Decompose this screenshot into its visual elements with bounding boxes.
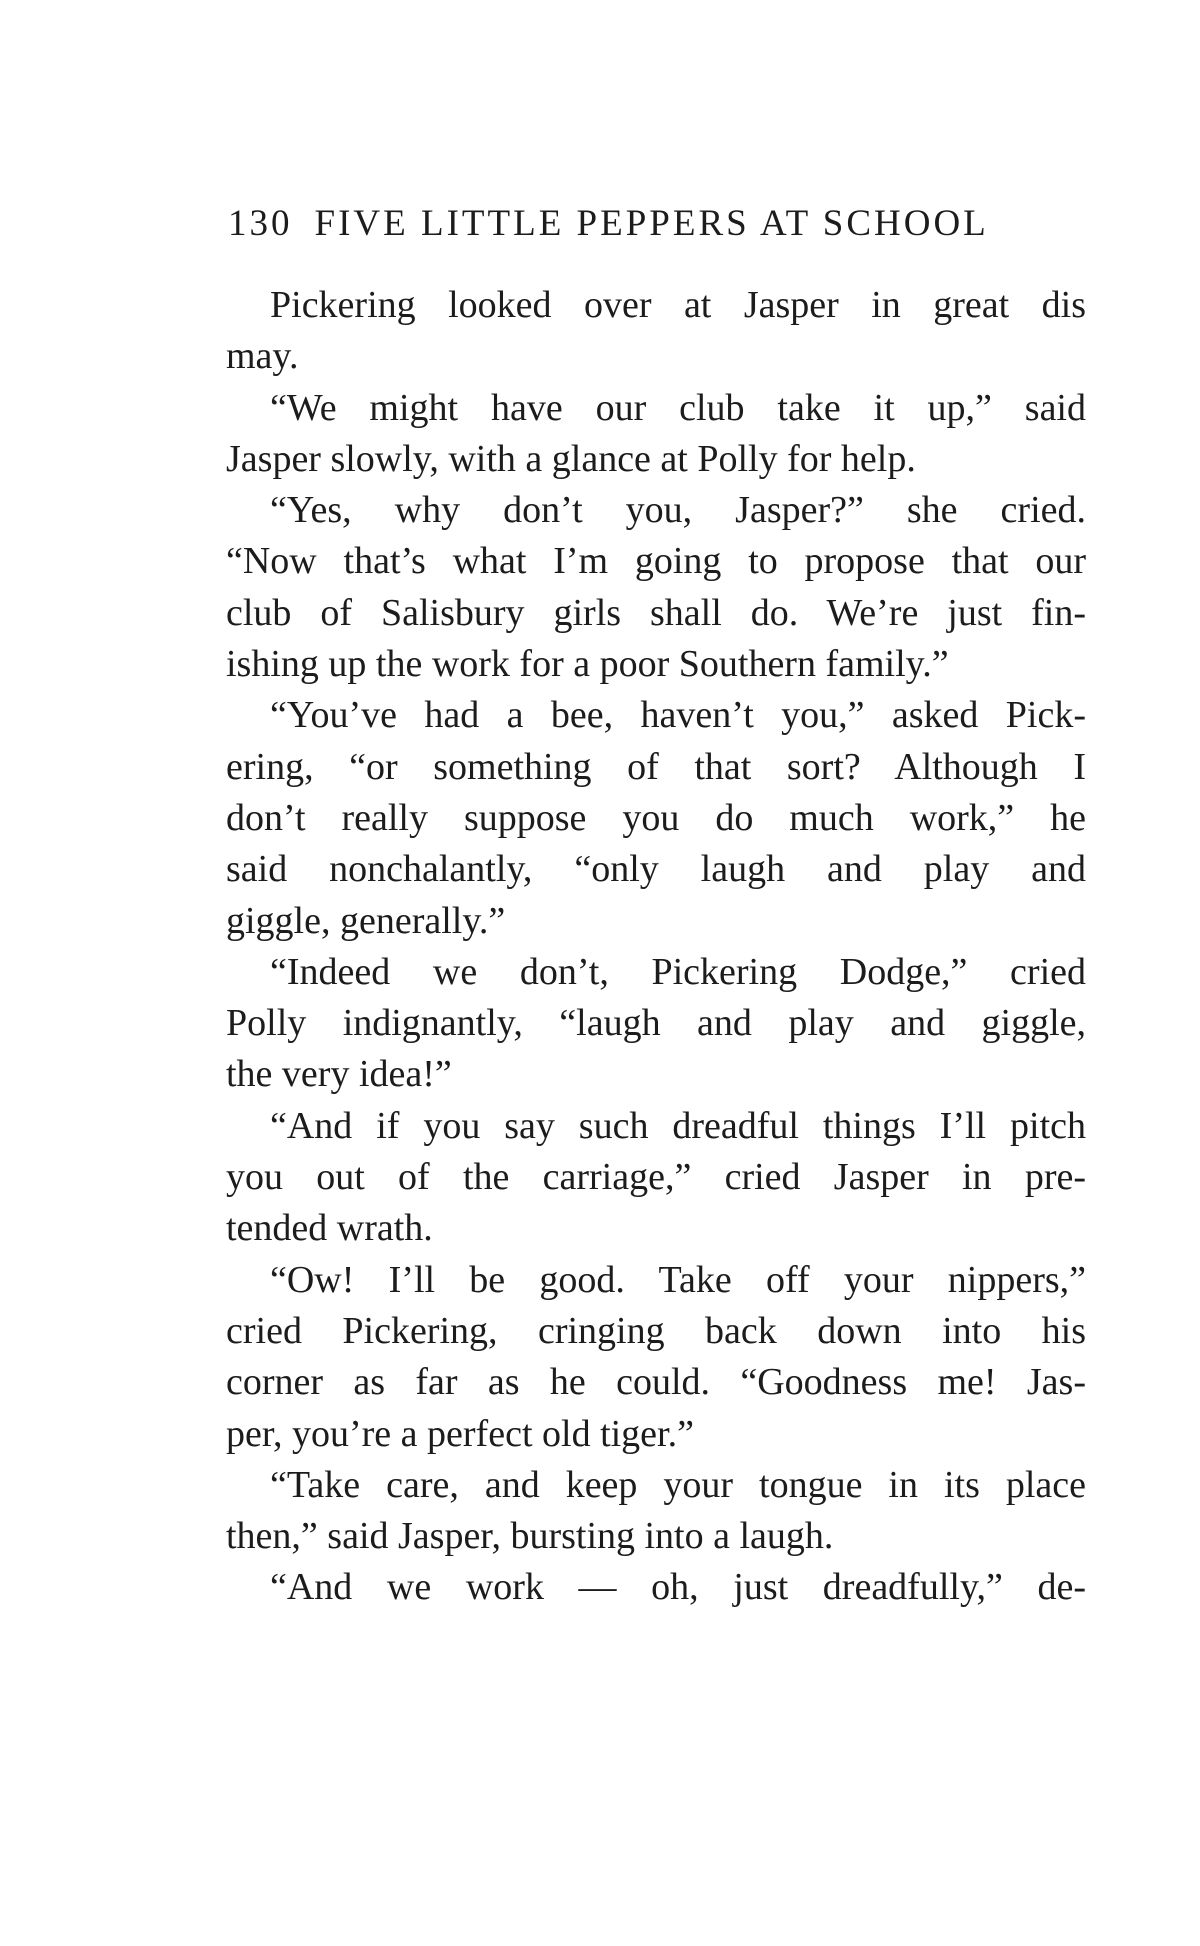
text-line: may. <box>226 335 299 378</box>
text-line: “We might have our club take it up,” said <box>270 386 1086 429</box>
page-number: 130 <box>228 203 293 244</box>
text-line: “Indeed we don’t, Pickering Dodge,” cried <box>270 950 1086 993</box>
text-line: ishing up the work for a poor Southern family.” <box>226 643 949 686</box>
text-line: “Now that’s what I’m going to propose that our <box>226 540 1086 583</box>
text-line: “And if you say such dreadful things I’ll pitch <box>270 1104 1086 1147</box>
text-line: “Yes, why don’t you, Jasper?” she cried. <box>270 489 1086 532</box>
text-line: cried Pickering, cringing back down into his <box>226 1309 1086 1352</box>
text-line: “And we work — oh, just dreadfully,” de- <box>270 1566 1086 1609</box>
text-line: don’t really suppose you do much work,” he <box>226 796 1086 839</box>
text-line: then,” said Jasper, bursting into a laugh. <box>226 1515 834 1558</box>
text-line: corner as far as he could. “Goodness me! Jas- <box>226 1361 1086 1404</box>
text-line: Pickering looked over at Jasper in great dis <box>270 284 1086 326</box>
running-title: FIVE LITTLE PEPPERS AT SCHOOL <box>314 203 989 244</box>
text-line: tended wrath. <box>226 1207 433 1250</box>
text-line: “You’ve had a bee, haven’t you,” asked Pick- <box>270 694 1086 737</box>
text-line: said nonchalantly, “only laugh and play and <box>226 848 1086 891</box>
text-line: the very idea!” <box>226 1053 452 1096</box>
text-line: club of Salisbury girls shall do. We’re just fin- <box>226 591 1086 634</box>
running-head <box>228 196 1084 252</box>
text-line: you out of the carriage,” cried Jasper in pre- <box>226 1156 1086 1199</box>
text-line: Jasper slowly, with a glance at Polly for help. <box>226 437 916 480</box>
text-line: per, you’re a perfect old tiger.” <box>226 1412 694 1455</box>
text-line: Polly indignantly, “laugh and play and giggle, <box>226 1002 1086 1045</box>
text-line: “Take care, and keep your tongue in its place <box>270 1463 1086 1506</box>
text-line: giggle, generally.” <box>226 899 506 942</box>
text-line: ering, “or something of that sort? Although I <box>226 745 1086 788</box>
text-line: “Ow! I’ll be good. Take off your nippers,” <box>270 1258 1086 1301</box>
body-text <box>226 280 1086 1614</box>
